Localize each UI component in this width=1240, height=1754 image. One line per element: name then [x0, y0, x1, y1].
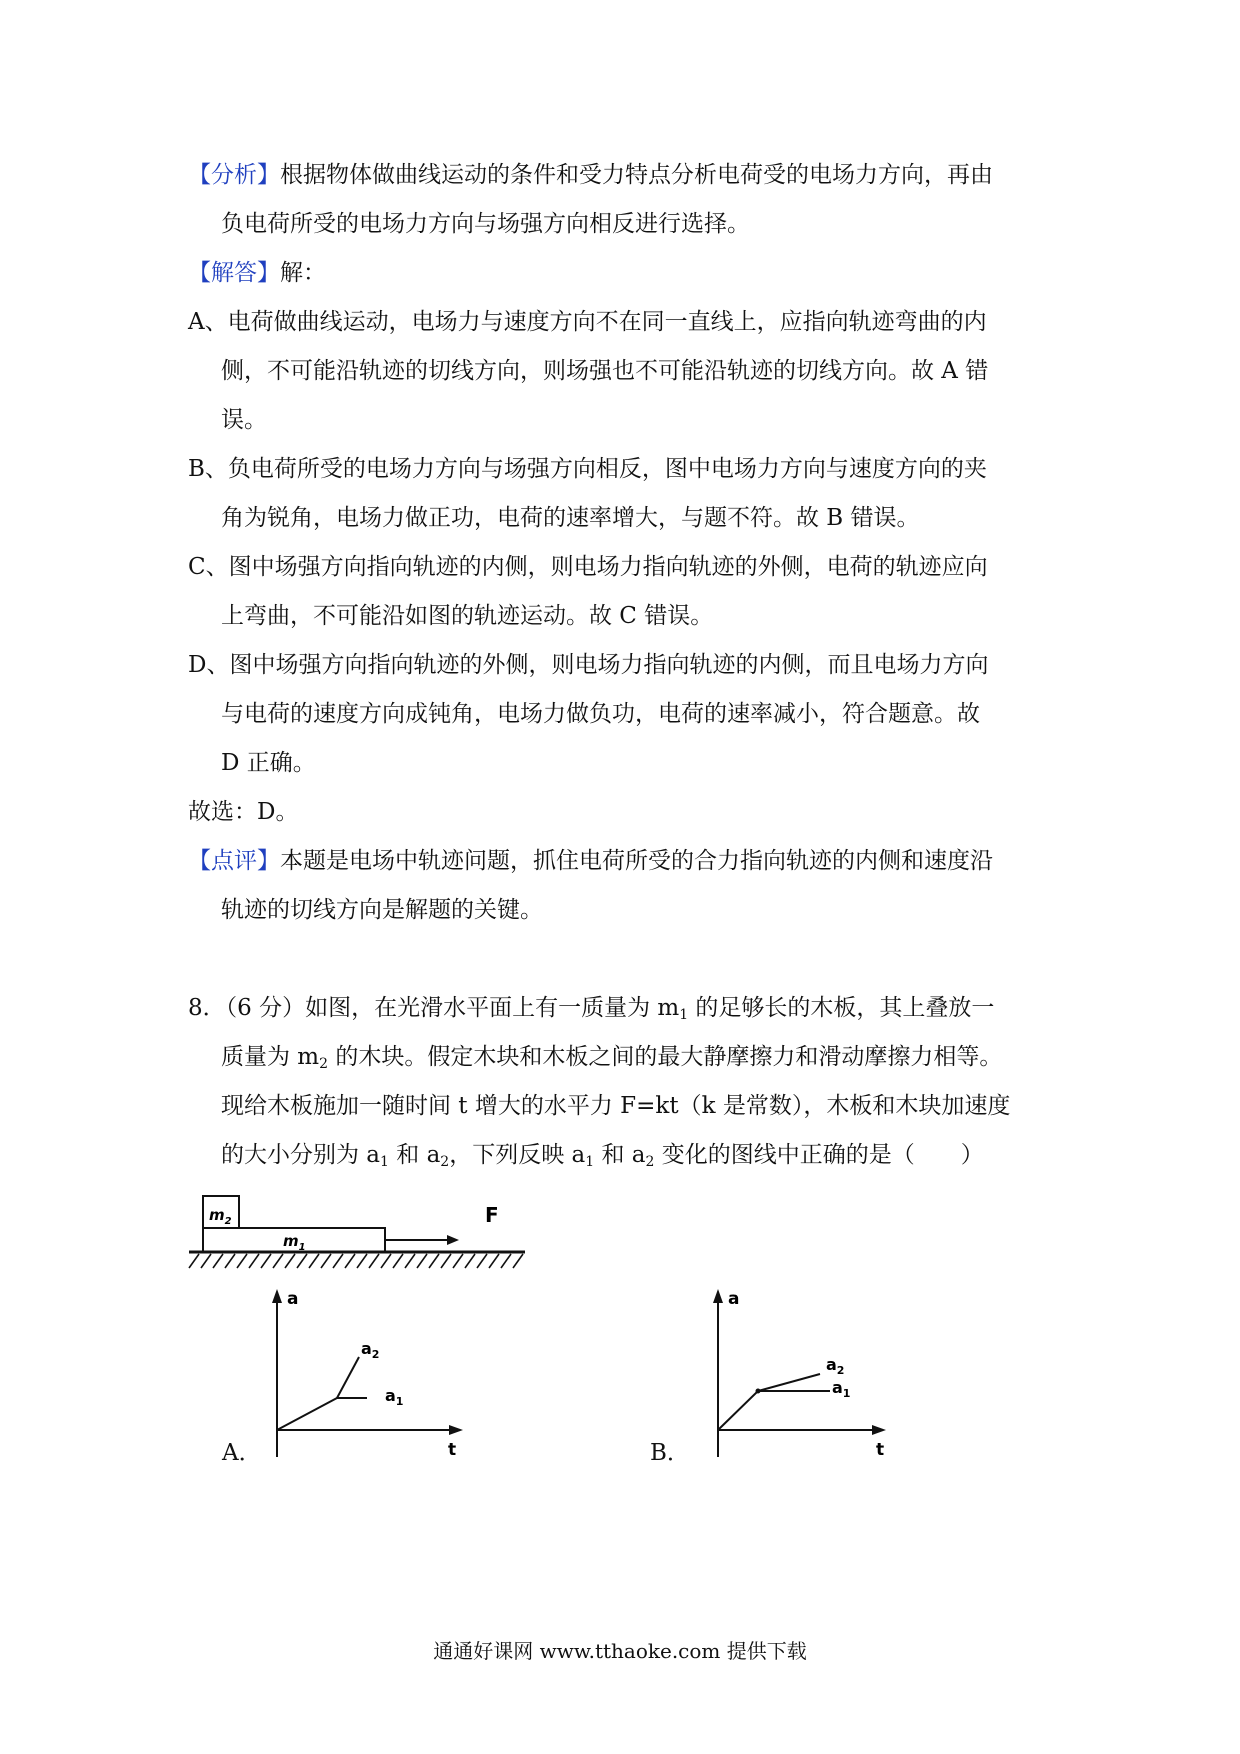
question-line-3: 现给木板施加一随时间 t 增大的水平力 F=kt（k 是常数），木板和木块加速度 [221, 1093, 1011, 1119]
comment-tag: 【点评】 [188, 848, 280, 874]
question-line-2: 质量为 $m_2$ 的木块。假定木块和木板之间的最大静摩擦力和滑动摩擦力相等。 [221, 1044, 1003, 1072]
comment-line-2: 轨迹的切线方向是解题的关键。 [221, 897, 543, 923]
final-choice: 故选：D。 [188, 799, 299, 825]
graph-b-y-arrow [713, 1289, 723, 1303]
analysis-line-2: 负电荷所受的电场力方向与场强方向相反进行选择。 [221, 211, 750, 237]
option-a-line-1: A、电荷做曲线运动，电场力与速度方向不在同一直线上，应指向轨迹弯曲的内 [188, 309, 987, 335]
option-a-line-2: 侧，不可能沿轨迹的切线方向，则场强也不可能沿轨迹的切线方向。故 A 错 [221, 358, 989, 384]
graph-a-a2-curve [337, 1357, 359, 1398]
analysis-line-1: 【分析】根据物体做曲线运动的条件和受力特点分析电荷受的电场力方向，再由 [188, 162, 993, 188]
option-a-line-3: 误。 [221, 407, 267, 433]
graph-a-a1-label: $a_1$ [385, 1386, 404, 1408]
force-arrow-head [447, 1235, 459, 1245]
question-line-4: 的大小分别为 $a_1$ 和 $a_2$，下列反映 $a_1$ 和 $a_2$ 变化的图线中正确的是（ ） [221, 1142, 984, 1170]
analysis-tag: 【分析】 [188, 162, 280, 188]
force-label: F [485, 1203, 499, 1227]
question-line-1: 8．（6 分）如图，在光滑水平面上有一质量为 $m_1$ 的足够长的木板，其上叠放一 [188, 995, 995, 1023]
graph-b-a1-curve [718, 1391, 830, 1430]
graph-a-x-label: t [448, 1440, 457, 1460]
graph-b-x-arrow [872, 1425, 886, 1435]
graph-a-y-label: a [287, 1289, 299, 1309]
comment-line-1: 【点评】本题是电场中轨迹问题，抓住电荷所受的合力指向轨迹的内侧和速度沿 [188, 848, 993, 874]
graph-a [255, 1285, 475, 1465]
answer-tag: 【解答】 [188, 260, 280, 286]
block-m2-label: $m_2$ [209, 1206, 232, 1227]
graph-b-a1-label: $a_1$ [832, 1378, 851, 1400]
graph-b-junction-dot [756, 1389, 761, 1394]
graph-a-y-arrow [272, 1289, 282, 1303]
ground-hatching [189, 1254, 523, 1268]
graph-a-a1-curve [277, 1398, 367, 1430]
option-b-line-2: 角为锐角，电场力做正功，电荷的速率增大，与题不符。故 B 错误。 [221, 505, 920, 531]
graph-b-x-label: t [876, 1440, 885, 1460]
option-c-line-1: C、图中场强方向指向轨迹的内侧，则电场力指向轨迹的外侧，电荷的轨迹应向 [188, 554, 988, 580]
answer-heading: 【解答】解： [188, 260, 326, 286]
graph-a-a2-label: $a_2$ [361, 1339, 380, 1361]
page-footer: 通通好课网 www.tthaoke.com 提供下载 [433, 1639, 807, 1663]
option-a-label: A． [222, 1440, 262, 1466]
graph-b-a2-curve [758, 1374, 820, 1391]
board-m1-label: $m_1$ [283, 1232, 306, 1253]
graph-a-x-arrow [449, 1425, 463, 1435]
graph-b-a2-label: $a_2$ [826, 1355, 845, 1377]
setup-figure [185, 1190, 545, 1290]
option-b-line-1: B、负电荷所受的电场力方向与场强方向相反，图中电场力方向与速度方向的夹 [188, 456, 987, 482]
option-d-line-1: D、图中场强方向指向轨迹的外侧，则电场力指向轨迹的内侧，而且电场力方向 [188, 652, 989, 678]
graph-b [696, 1285, 916, 1465]
option-d-line-3: D 正确。 [221, 750, 316, 776]
option-b-label: B． [650, 1440, 690, 1466]
graph-b-y-label: a [728, 1289, 740, 1309]
option-c-line-2: 上弯曲，不可能沿如图的轨迹运动。故 C 错误。 [221, 603, 714, 629]
option-d-line-2: 与电荷的速度方向成钝角，电场力做负功，电荷的速率减小，符合题意。故 [221, 701, 980, 727]
